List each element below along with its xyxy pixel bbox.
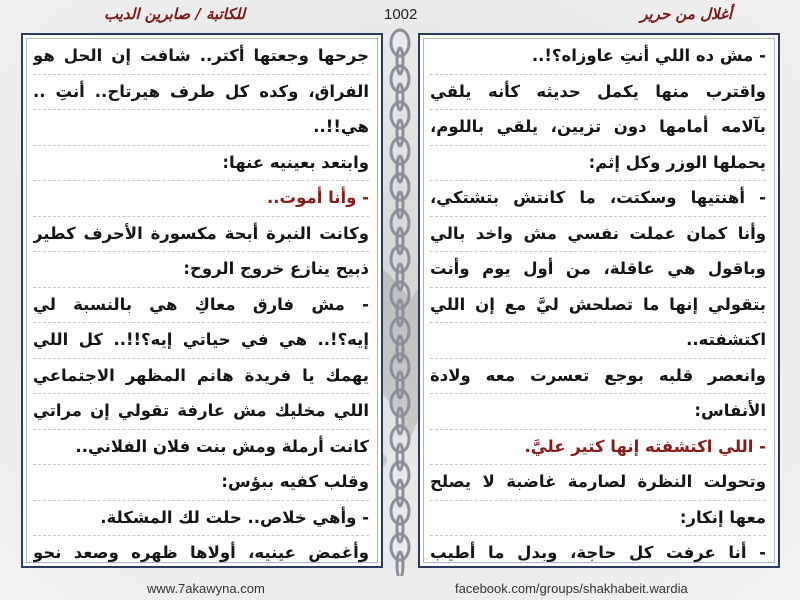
website-url[interactable]: www.7akawyna.com xyxy=(147,581,265,596)
text-line: واقترب منها يكمل حديثه كأنه يلقي xyxy=(430,75,766,111)
text-line: اللي مخليك مش عارفة تقولي إن مراتي xyxy=(33,394,369,430)
text-line: - وأهي خلاص.. حلت لك المشكلة. xyxy=(33,501,369,537)
text-line: يهمك يا فريدة هانم المظهر الاجتماعي xyxy=(33,359,369,395)
text-line: جرحها وجعتها أكتر.. شافت إن الحل هو xyxy=(33,39,369,75)
chain-link xyxy=(397,516,403,542)
chain-link xyxy=(391,390,409,416)
chain-link xyxy=(397,372,403,398)
chain-link xyxy=(397,120,403,146)
text-line: يحملها الوزر وكل إثم: xyxy=(430,146,766,182)
chain-link xyxy=(391,426,409,452)
chain-link xyxy=(391,30,409,56)
text-line: وباقول هي عاقلة، من أول يوم وأنت xyxy=(430,252,766,288)
right-text-lines xyxy=(420,35,778,568)
text-line: وقلب كفيه ببؤس: xyxy=(33,465,369,501)
chain-link xyxy=(397,264,403,290)
text-line: بآلامه أمامها دون تزيين، يلقي باللوم، xyxy=(430,110,766,146)
author-credit: للكاتبة / صابرين الديب xyxy=(104,5,246,23)
chain-link xyxy=(391,498,409,524)
right-text-panel xyxy=(418,33,780,568)
chain-link xyxy=(397,48,403,74)
left-text-panel xyxy=(21,33,383,568)
text-line: وأنا كمان عملت نفسي مش واخد بالي xyxy=(430,217,766,253)
chain-link xyxy=(397,336,403,362)
chain-link xyxy=(397,444,403,470)
text-line: اكتشفته.. xyxy=(430,323,766,359)
text-line: هي!!.. xyxy=(33,110,369,146)
chain-link xyxy=(391,66,409,92)
page-number: 1002 xyxy=(384,6,418,23)
text-line: - مش فارق معاكِ هي بالنسبة لي xyxy=(33,288,369,324)
facebook-group-url[interactable]: facebook.com/groups/shakhabeit.wardia xyxy=(455,581,688,596)
left-text-lines xyxy=(23,35,381,568)
chain-link xyxy=(391,354,409,380)
chain-link xyxy=(397,192,403,218)
chain-divider xyxy=(386,28,414,576)
text-line: كانت أرملة ومش بنت فلان الفلاني.. xyxy=(33,430,369,466)
text-line: وابتعد بعينيه عنها: xyxy=(33,146,369,182)
chain-link xyxy=(391,318,409,344)
text-line: - مش ده اللي أنتِ عاوزاه؟!.. xyxy=(430,39,766,75)
text-line: ذبيح ينازع خروج الروح: xyxy=(33,252,369,288)
text-line: وكانت النبرة أبحة مكسورة الأحرف كطير xyxy=(33,217,369,253)
text-line: - وأنا أموت.. xyxy=(33,181,369,217)
text-line: وانعصر قلبه بوجع تعسرت معه ولادة xyxy=(430,359,766,395)
chain-link xyxy=(391,246,409,272)
chain-link xyxy=(397,552,403,576)
chain-link xyxy=(391,534,409,560)
text-line: إيه؟!.. هي في حياتي إيه؟!!.. كل اللي xyxy=(33,323,369,359)
chain-link xyxy=(397,228,403,254)
text-line: معها إنكار: xyxy=(430,501,766,537)
text-line: الفراق، وكده كل طرف هيرتاح.. أنتِ .. xyxy=(33,75,369,111)
chain-link xyxy=(391,174,409,200)
text-line: وأغمض عينيه، أولاها ظهره وصعد نحو xyxy=(33,536,369,568)
chain-link xyxy=(391,282,409,308)
text-line: - أهنتيها وسكتت، ما كانتش بتشتكي، xyxy=(430,181,766,217)
text-line: الأنفاس: xyxy=(430,394,766,430)
text-line: - اللي اكتشفته إنها كتير عليَّ. xyxy=(430,430,766,466)
chain-link xyxy=(391,102,409,128)
chain-link xyxy=(397,156,403,182)
chain-link xyxy=(391,138,409,164)
chain-link xyxy=(397,84,403,110)
chain-link xyxy=(391,462,409,488)
chain-link xyxy=(397,408,403,434)
text-line: وتحولت النظرة لصارمة غاضبة لا يصلح xyxy=(430,465,766,501)
chain-link xyxy=(397,300,403,326)
chain-link xyxy=(397,480,403,506)
text-line: بتقولي إنها ما تصلحش ليَّ مع إن اللي xyxy=(430,288,766,324)
book-title: أغلال من حرير xyxy=(640,5,732,23)
text-line: - أنا عرفت كل حاجة، وبدل ما أطيب xyxy=(430,536,766,568)
chain-link xyxy=(391,210,409,236)
